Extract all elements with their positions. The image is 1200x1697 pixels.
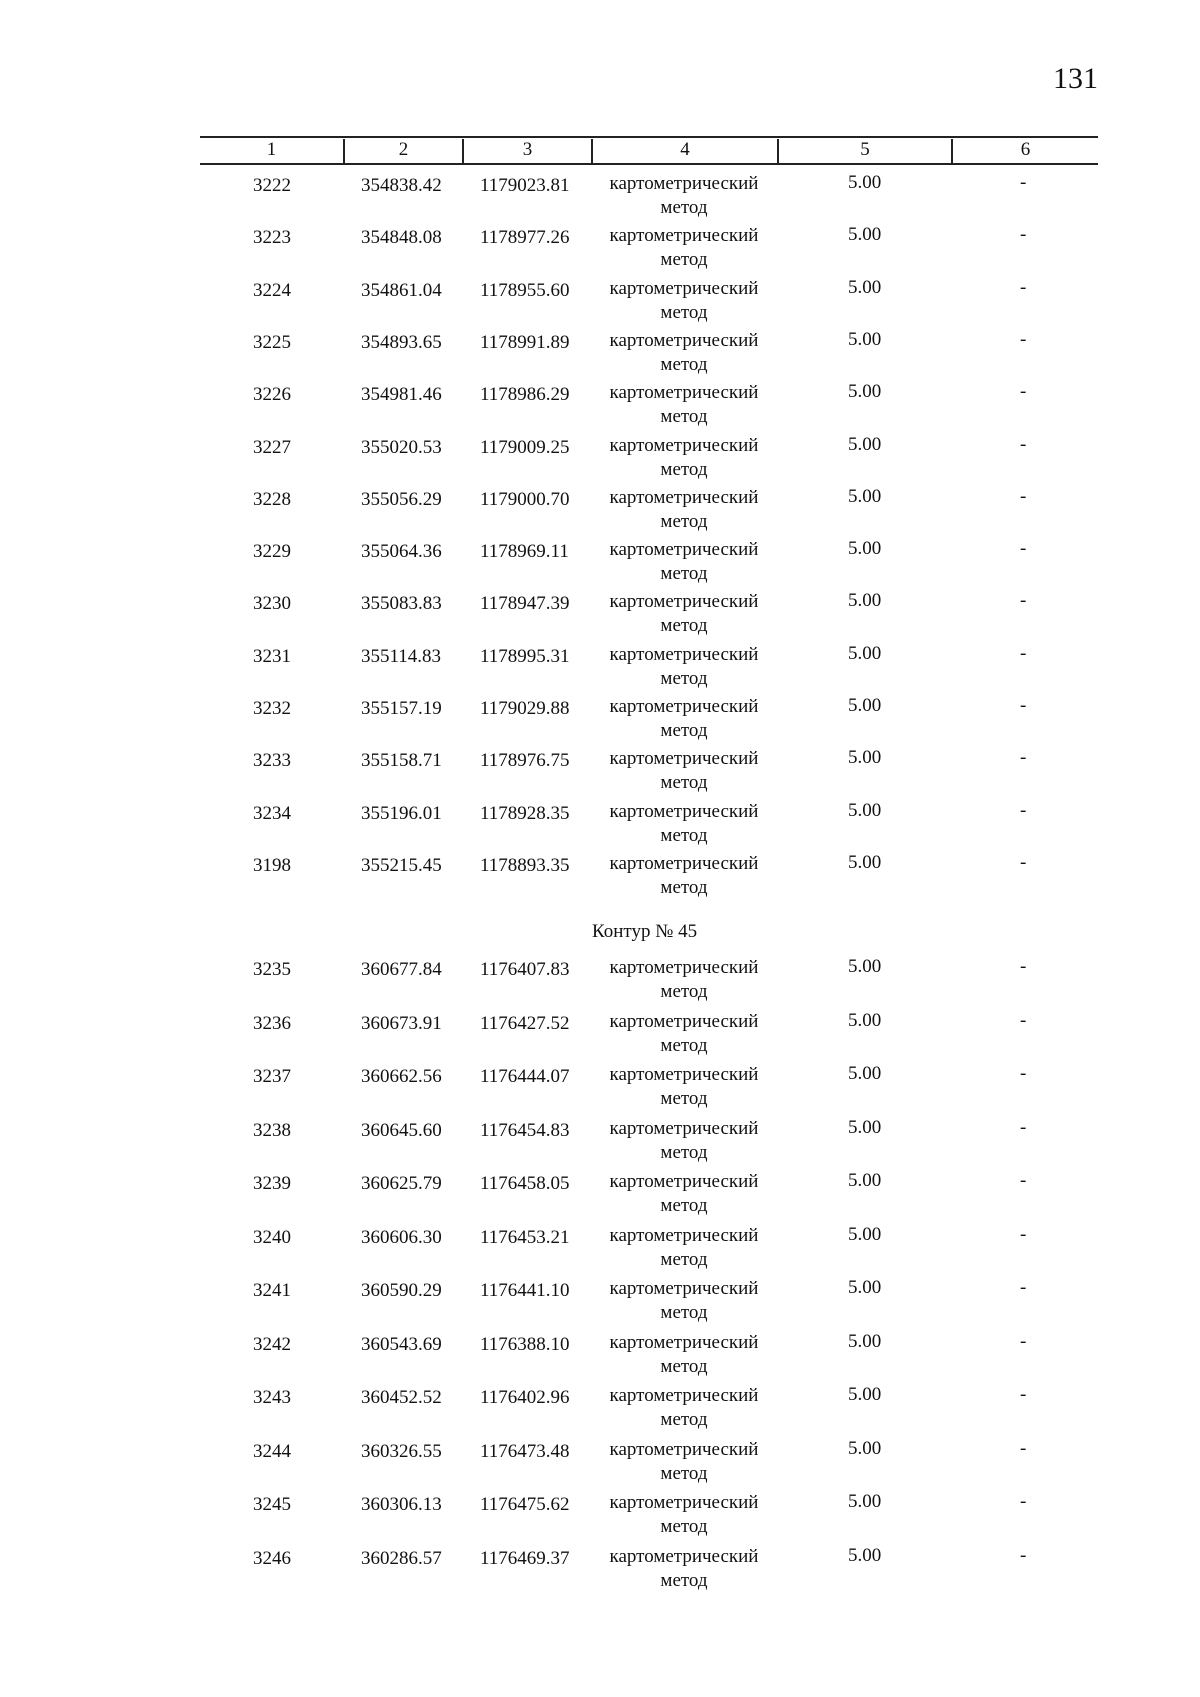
note: -	[1020, 1384, 1027, 1405]
y-coordinate: 1176469.37	[480, 1547, 570, 1569]
y-coordinate: 1176475.62	[480, 1494, 570, 1515]
x-coordinate: 355114.83	[361, 645, 442, 667]
x-coordinate: 355157.19	[361, 698, 442, 719]
note: -	[1020, 381, 1027, 403]
accuracy: 5.00	[848, 1437, 882, 1459]
y-coordinate: 1176473.48	[480, 1440, 570, 1462]
note: -	[1020, 851, 1027, 873]
note: -	[1020, 276, 1027, 298]
header-top-rule	[200, 136, 1098, 138]
y-coordinate: 1178947.39	[480, 593, 570, 615]
method: картометрический метод	[609, 173, 759, 218]
column-header-6: 6	[1020, 139, 1031, 160]
table-row	[0, 1331, 1200, 1383]
method: картометрический метод	[609, 434, 759, 480]
header-bottom-rule	[200, 163, 1098, 165]
method: картометрический метод	[609, 382, 759, 428]
table-row	[0, 1117, 1200, 1169]
table-row	[0, 1438, 1200, 1490]
table-row	[0, 800, 1200, 852]
accuracy: 5.00	[848, 1170, 882, 1191]
y-coordinate: 1178995.31	[480, 645, 570, 667]
point-id: 3223	[253, 227, 291, 249]
x-coordinate: 355083.83	[361, 593, 442, 615]
point-id: 3222	[253, 175, 291, 196]
column-header-1: 1	[266, 139, 277, 160]
accuracy: 5.00	[848, 172, 882, 193]
note: -	[1020, 956, 1027, 977]
accuracy: 5.00	[848, 485, 882, 507]
x-coordinate: 360645.60	[361, 1119, 442, 1141]
y-coordinate: 1176402.96	[480, 1387, 570, 1408]
point-id: 3225	[253, 331, 291, 353]
method: картометрический метод	[609, 1117, 759, 1163]
y-coordinate: 1178893.35	[480, 854, 570, 876]
x-coordinate: 355056.29	[361, 488, 442, 510]
point-id: 3232	[253, 698, 291, 719]
method: картометрический метод	[609, 329, 759, 375]
note: -	[1020, 1330, 1027, 1352]
y-coordinate: 1178969.11	[480, 541, 569, 563]
y-coordinate: 1176453.21	[480, 1226, 570, 1248]
accuracy: 5.00	[848, 1063, 882, 1084]
note: -	[1020, 1277, 1027, 1298]
y-coordinate: 1178955.60	[480, 279, 570, 301]
accuracy: 5.00	[848, 1009, 882, 1031]
table-row	[0, 381, 1200, 433]
note: -	[1020, 1544, 1027, 1566]
point-id: 3237	[253, 1066, 291, 1087]
y-coordinate: 1176454.83	[480, 1119, 570, 1141]
note: -	[1020, 1009, 1027, 1031]
x-coordinate: 360452.52	[361, 1387, 442, 1408]
x-coordinate: 355196.01	[361, 802, 442, 824]
x-coordinate: 354848.08	[361, 227, 442, 249]
point-id: 3234	[253, 802, 291, 824]
table-row	[0, 643, 1200, 695]
y-coordinate: 1178928.35	[480, 802, 570, 824]
note: -	[1020, 799, 1027, 821]
note: -	[1020, 1491, 1027, 1512]
point-id: 3239	[253, 1173, 291, 1194]
accuracy: 5.00	[848, 1544, 882, 1566]
method: картометрический метод	[609, 957, 759, 1002]
x-coordinate: 360606.30	[361, 1226, 442, 1248]
table-row	[0, 277, 1200, 329]
point-id: 3226	[253, 384, 291, 406]
table-row	[0, 224, 1200, 276]
method: картометрический метод	[609, 696, 759, 741]
note: -	[1020, 172, 1027, 193]
table-row	[0, 1063, 1200, 1115]
y-coordinate: 1178977.26	[480, 227, 570, 249]
y-coordinate: 1179000.70	[480, 488, 570, 510]
note: -	[1020, 747, 1027, 769]
accuracy: 5.00	[848, 747, 882, 769]
note: -	[1020, 642, 1027, 664]
accuracy: 5.00	[848, 590, 882, 612]
column-header-5: 5	[860, 139, 870, 160]
y-coordinate: 1179009.25	[480, 436, 570, 458]
table-row	[0, 1491, 1200, 1543]
note: -	[1020, 1063, 1027, 1084]
x-coordinate: 354861.04	[361, 279, 442, 301]
y-coordinate: 1176388.10	[480, 1333, 570, 1355]
method: картометрический метод	[609, 591, 759, 637]
method: картометрический метод	[609, 1385, 759, 1430]
note: -	[1020, 695, 1027, 716]
x-coordinate: 360677.84	[361, 959, 442, 980]
method: картометрический метод	[609, 1438, 759, 1484]
y-coordinate: 1178986.29	[480, 384, 570, 406]
table-row	[0, 486, 1200, 538]
y-coordinate: 1176427.52	[480, 1012, 570, 1034]
accuracy: 5.00	[848, 799, 882, 821]
accuracy: 5.00	[848, 1277, 882, 1298]
point-id: 3244	[253, 1440, 291, 1462]
accuracy: 5.00	[848, 1116, 882, 1138]
accuracy: 5.00	[848, 695, 882, 716]
table-row	[0, 1384, 1200, 1436]
point-id: 3235	[253, 959, 291, 980]
point-id: 3243	[253, 1387, 291, 1408]
table-row	[0, 1224, 1200, 1276]
note: -	[1020, 1437, 1027, 1459]
method: картометрический метод	[609, 1010, 759, 1056]
point-id: 3245	[253, 1494, 291, 1515]
x-coordinate: 355215.45	[361, 854, 442, 876]
table-row	[0, 956, 1200, 1008]
x-coordinate: 360306.13	[361, 1494, 442, 1515]
note: -	[1020, 328, 1027, 350]
accuracy: 5.00	[848, 381, 882, 403]
table-row	[0, 590, 1200, 642]
method: картометрический метод	[609, 225, 759, 271]
table-row	[0, 1277, 1200, 1329]
accuracy: 5.00	[848, 1491, 882, 1512]
accuracy: 5.00	[848, 956, 882, 977]
x-coordinate: 360673.91	[361, 1012, 442, 1034]
point-id: 3241	[253, 1280, 291, 1301]
point-id: 3240	[253, 1226, 291, 1248]
method: картометрический метод	[609, 1492, 759, 1537]
x-coordinate: 360590.29	[361, 1280, 442, 1301]
method: картометрический метод	[609, 643, 759, 689]
method: картометрический метод	[609, 277, 759, 323]
x-coordinate: 360662.56	[361, 1066, 442, 1087]
accuracy: 5.00	[848, 433, 882, 455]
table-row	[0, 1545, 1200, 1597]
note: -	[1020, 224, 1027, 246]
note: -	[1020, 1223, 1027, 1245]
y-coordinate: 1179029.88	[480, 698, 570, 719]
y-coordinate: 1176444.07	[480, 1066, 570, 1087]
note: -	[1020, 590, 1027, 612]
note: -	[1020, 1170, 1027, 1191]
x-coordinate: 355064.36	[361, 541, 442, 563]
point-id: 3246	[253, 1547, 291, 1569]
point-id: 3233	[253, 750, 291, 772]
page-number: 131	[1053, 62, 1098, 95]
y-coordinate: 1176458.05	[480, 1173, 570, 1194]
section-title: Контур № 45	[592, 921, 698, 942]
x-coordinate: 360543.69	[361, 1333, 442, 1355]
accuracy: 5.00	[848, 1223, 882, 1245]
accuracy: 5.00	[848, 224, 882, 246]
x-coordinate: 354981.46	[361, 384, 442, 406]
column-header-3: 3	[522, 139, 533, 160]
point-id: 3198	[253, 854, 291, 876]
method: картометрический метод	[609, 539, 759, 585]
accuracy: 5.00	[848, 851, 882, 873]
accuracy: 5.00	[848, 538, 882, 560]
point-id: 3228	[253, 488, 291, 510]
method: картометрический метод	[609, 1171, 759, 1216]
table-row	[0, 852, 1200, 904]
accuracy: 5.00	[848, 1384, 882, 1405]
point-id: 3236	[253, 1012, 291, 1034]
note: -	[1020, 433, 1027, 455]
method: картометрический метод	[609, 1331, 759, 1377]
table-row	[0, 1170, 1200, 1222]
method: картометрический метод	[609, 1224, 759, 1270]
column-header-2: 2	[398, 139, 409, 160]
x-coordinate: 360326.55	[361, 1440, 442, 1462]
table-row	[0, 172, 1200, 224]
method: картометрический метод	[609, 748, 759, 794]
accuracy: 5.00	[848, 328, 882, 350]
x-coordinate: 360625.79	[361, 1173, 442, 1194]
table-row	[0, 434, 1200, 486]
x-coordinate: 354838.42	[361, 175, 442, 196]
method: картометрический метод	[609, 1064, 759, 1109]
method: картометрический метод	[609, 800, 759, 846]
x-coordinate: 354893.65	[361, 331, 442, 353]
table-row	[0, 538, 1200, 590]
column-header-4: 4	[680, 139, 690, 160]
point-id: 3230	[253, 593, 291, 615]
y-coordinate: 1176441.10	[480, 1280, 570, 1301]
method: картометрический метод	[609, 1278, 759, 1323]
note: -	[1020, 538, 1027, 560]
point-id: 3238	[253, 1119, 291, 1141]
point-id: 3227	[253, 436, 291, 458]
accuracy: 5.00	[848, 642, 882, 664]
x-coordinate: 355020.53	[361, 436, 442, 458]
method: картометрический метод	[609, 486, 759, 532]
method: картометрический метод	[609, 1545, 759, 1591]
point-id: 3229	[253, 541, 291, 563]
accuracy: 5.00	[848, 1330, 882, 1352]
point-id: 3242	[253, 1333, 291, 1355]
x-coordinate: 355158.71	[361, 750, 442, 772]
y-coordinate: 1176407.83	[480, 959, 570, 980]
y-coordinate: 1178991.89	[480, 331, 570, 353]
note: -	[1020, 1116, 1027, 1138]
accuracy: 5.00	[848, 276, 882, 298]
x-coordinate: 360286.57	[361, 1547, 442, 1569]
note: -	[1020, 485, 1027, 507]
method: картометрический метод	[609, 852, 759, 898]
y-coordinate: 1178976.75	[480, 750, 570, 772]
y-coordinate: 1179023.81	[480, 175, 570, 196]
point-id: 3231	[253, 645, 291, 667]
table-row	[0, 747, 1200, 799]
table-row	[0, 695, 1200, 747]
table-row	[0, 1010, 1200, 1062]
point-id: 3224	[253, 279, 291, 301]
table-row	[0, 329, 1200, 381]
